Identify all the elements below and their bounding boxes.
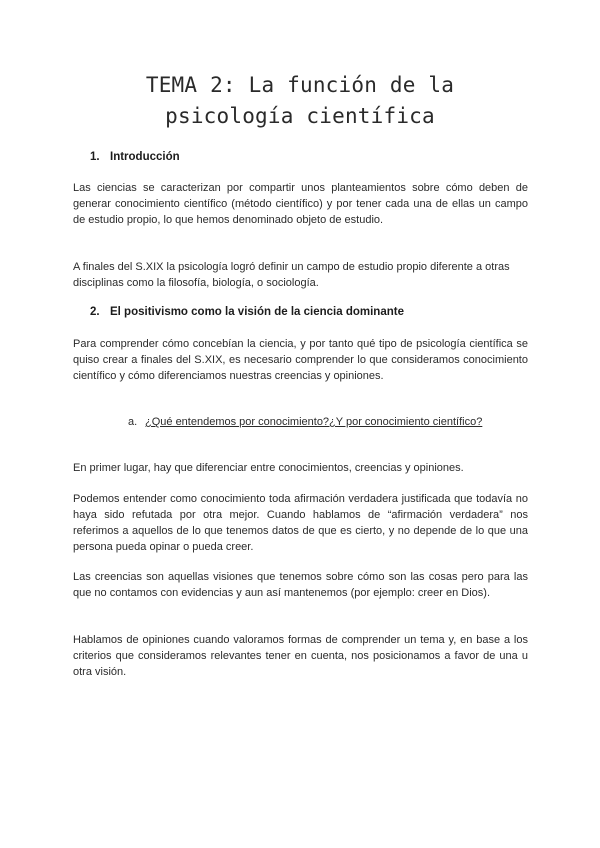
section-1-heading	[90, 151, 180, 163]
section-2-intro: Para comprender cómo concebían la ciencia, y por tanto qué tipo de psicología científica se quiso crear a finales del S.XIX, es necesario comprender lo que consideramos conocimiento científico y cómo diferenciamos nuestras creencias y opiniones.	[73, 338, 528, 382]
section-1-paragraph-1: Las ciencias se caracterizan por compartir unos planteamientos sobre cómo deben de generar conocimiento científico (método científico) y por tener cada una de ellas un campo de estudio propio, lo que hemos denominado objeto de estudio.	[73, 182, 528, 226]
subsection-a-letter: a.	[128, 416, 138, 428]
section-2-paragraph-4: Hablamos de opiniones cuando valoramos formas de comprender un tema y, en base a los criterios que consideramos relevantes tener en cuenta, nos posicionamos a favor de una u otra visión.	[73, 634, 528, 678]
section-2-paragraph-1: En primer lugar, hay que diferenciar entre conocimientos, creencias y opiniones.	[73, 462, 464, 474]
subsection-a-title: ¿Qué entendemos por conocimiento?¿Y por conocimiento científico?	[145, 416, 483, 428]
title-line-1: TEMA 2: La función de la	[145, 73, 455, 97]
subsection-a	[128, 414, 498, 430]
title-line-2: psicología científica	[165, 104, 435, 128]
section-1-paragraph-2: A finales del S.XIX la psicología logró definir un campo de estudio propio diferente a otras disciplinas como la filosofía, biología, o sociología.	[73, 261, 510, 289]
section-2-title: El positivismo como la visión de la ciencia dominante	[110, 306, 404, 318]
page-title	[0, 70, 600, 132]
section-2-number: 2.	[90, 306, 100, 318]
section-2-paragraph-2: Podemos entender como conocimiento toda afirmación verdadera justificada que todavía no haya sido refutada por otra mejor. Cuando hablamos de “afirmación verdadera” nos referimos a aquellos de lo que tenemos datos de que es cierto, y no depende de lo que una persona pueda opinar o pueda creer.	[73, 493, 528, 553]
section-2-paragraph-3: Las creencias son aquellas visiones que tenemos sobre cómo son las cosas pero para las que no contamos con evidencias y aun así mantenemos (por ejemplo: creer en Dios).	[73, 571, 528, 599]
section-1-title: Introducción	[110, 151, 180, 163]
section-2-heading	[90, 306, 404, 318]
section-1-number: 1.	[90, 151, 100, 163]
